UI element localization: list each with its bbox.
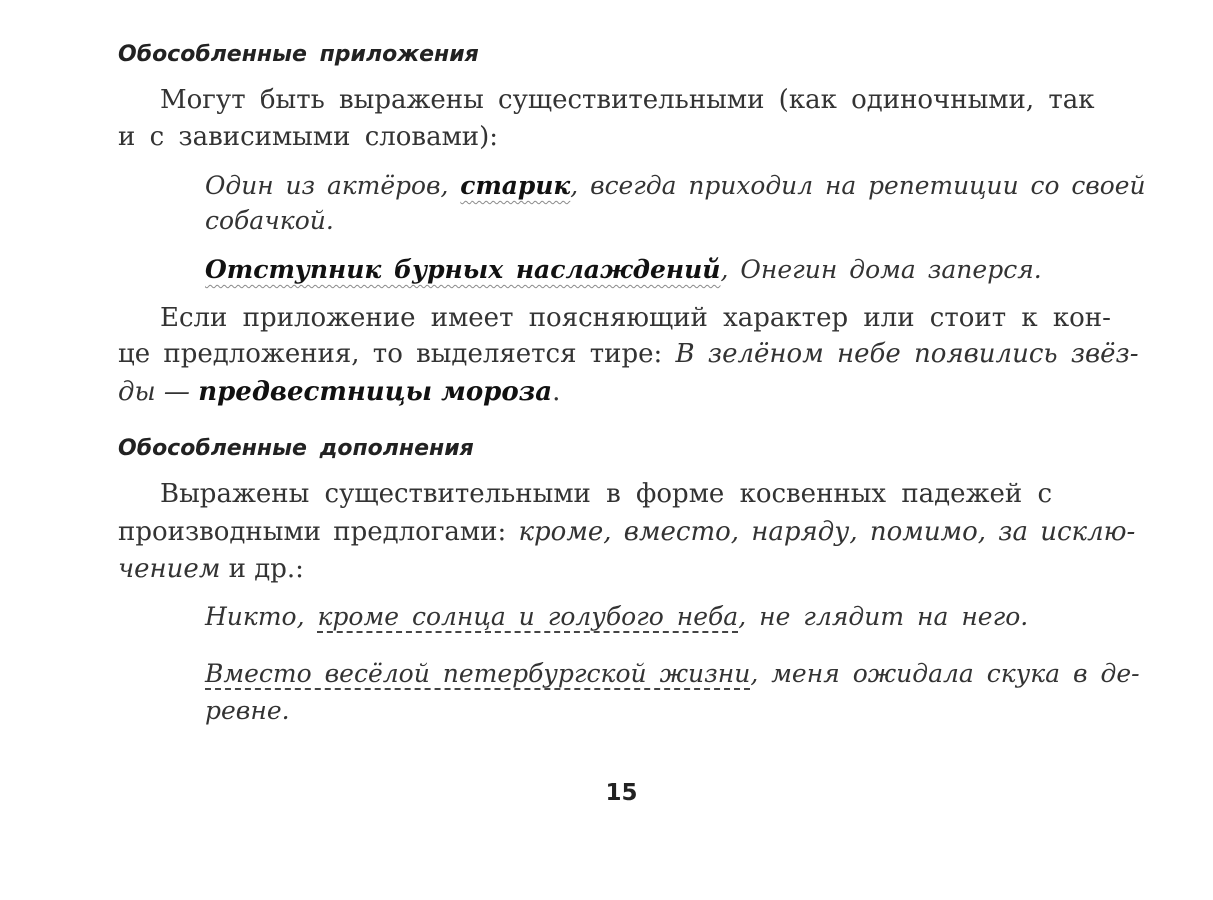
paragraph-text: и др.: — [220, 554, 304, 584]
example-text: , меня ожидала скука в де- — [750, 659, 1140, 688]
example-sentence-continuation: ревне. — [205, 696, 290, 725]
paragraph-line: Если приложение имеет поясняющий характер или стоит к кон- — [160, 303, 1111, 333]
paragraph-text: це предложения, то выделяется тире: — [118, 339, 676, 369]
example-sentence — [205, 658, 1140, 690]
complement-highlight: кроме солнца и голубого неба — [317, 602, 739, 631]
example-sentence — [205, 170, 1146, 202]
paragraph-text: производными предлогами: — [118, 517, 519, 547]
example-sentence-continuation: собачкой. — [205, 206, 334, 235]
example-text: , Онегин дома заперся. — [720, 255, 1042, 284]
preposition-list: чением — [118, 554, 221, 584]
appositive-highlight: Отступник бурных наслаждений — [205, 255, 721, 284]
example-inline: ды — — [118, 377, 199, 407]
page-number: 15 — [605, 780, 638, 806]
example-text: Никто, — [205, 602, 318, 631]
complement-highlight: Вместо весёлой петербургской жизни — [205, 659, 751, 688]
preposition-list: кроме, вместо, наряду, помимо, за исклю- — [518, 517, 1136, 547]
section-heading-appositives: Обособленные приложения — [118, 42, 479, 67]
example-sentence — [205, 254, 1042, 286]
paragraph-line — [118, 516, 1135, 548]
example-text: , всегда приходил на репетиции со своей — [570, 171, 1146, 200]
paragraph-line — [118, 338, 1138, 370]
paragraph-line — [118, 553, 304, 585]
example-text: Один из актёров, — [205, 171, 461, 200]
paragraph-line: и с зависимыми словами): — [118, 122, 499, 152]
paragraph-line: Выражены существительными в форме косвенных падежей с — [160, 479, 1053, 509]
section-heading-complements: Обособленные дополнения — [118, 436, 474, 461]
example-sentence — [205, 601, 1028, 633]
punctuation: . — [552, 377, 561, 407]
example-inline: В зелёном небе появились звёз- — [675, 339, 1139, 369]
appositive-bold: предвестницы мороза — [198, 377, 553, 407]
paragraph-line — [118, 376, 560, 408]
appositive-highlight: старик — [460, 171, 571, 200]
paragraph-line: Могут быть выражены существительными (как одиночными, так — [160, 85, 1095, 115]
example-text: , не глядит на него. — [738, 602, 1029, 631]
